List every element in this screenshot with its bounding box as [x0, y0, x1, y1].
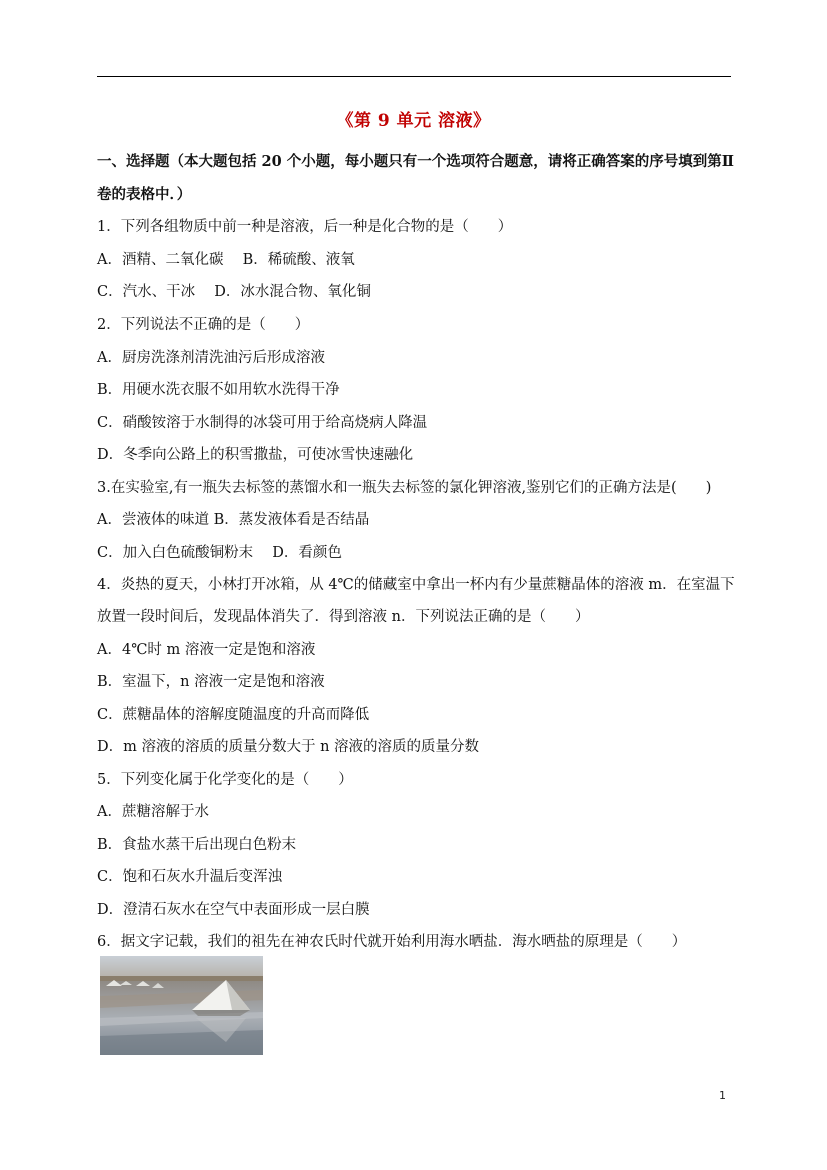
q3-option-cd: C．加入白色硫酸铜粉末 D．看颜色	[97, 545, 342, 561]
question-1: 1．下列各组物质中前一种是溶液，后一种是化合物的是（ ）	[97, 219, 513, 235]
q5-option-d: D．澄清石灰水在空气中表面形成一层白膜	[97, 902, 370, 918]
q1-option-cd: C．汽水、干冰 D．冰水混合物、氧化铜	[97, 284, 371, 300]
q4-option-d: D．m 溶液的溶质的质量分数大于 n 溶液的溶质的质量分数	[97, 739, 480, 755]
q2-option-c: C．硝酸铵溶于水制得的冰袋可用于给高烧病人降温	[97, 415, 428, 431]
header-rule	[97, 76, 731, 77]
q5-option-a: A．蔗糖溶解于水	[97, 804, 209, 820]
q3-option-ab: A．尝液体的味道 B．蒸发液体看是否结晶	[97, 512, 370, 528]
question-6: 6．据文字记载，我们的祖先在神农氏时代就开始利用海水晒盐．海水晒盐的原理是（ ）	[97, 934, 687, 950]
page-number: 1	[719, 1089, 726, 1102]
q4-option-c: C．蔗糖晶体的溶解度随温度的升高而降低	[97, 707, 370, 723]
question-3: 3.在实验室,有一瓶失去标签的蒸馏水和一瓶失去标签的氯化钾溶液,鉴别它们的正确方法是( )	[97, 480, 712, 496]
question-5: 5．下列变化属于化学变化的是（ ）	[97, 772, 353, 788]
q5-option-b: B．食盐水蒸干后出现白色粉末	[97, 837, 297, 853]
q5-option-c: C．饱和石灰水升温后变浑浊	[97, 869, 283, 885]
q2-option-a: A．厨房洗涤剂清洗油污后形成溶液	[97, 350, 325, 366]
question-4-line1: 4．炎热的夏天，小林打开冰箱，从 4℃的储藏室中拿出一杯内有少量蔗糖晶体的溶液 m．在室温下	[97, 577, 735, 593]
q2-option-b: B．用硬水洗衣服不如用软水洗得干净	[97, 382, 340, 398]
question-2: 2．下列说法不正确的是（ ）	[97, 317, 310, 333]
q2-option-d: D．冬季向公路上的积雪撒盐，可使冰雪快速融化	[97, 447, 414, 463]
q4-option-b: B．室温下，n 溶液一定是饱和溶液	[97, 674, 325, 690]
section-heading-line2: 卷的表格中．）	[97, 186, 192, 203]
document-title: 《第 9 单元 溶液》	[336, 111, 491, 131]
salt-pan-photo	[100, 956, 263, 1055]
section-heading-line1: 一、选择题（本大题包括 20 个小题，每小题只有一个选项符合题意，请将正确答案的序号填到第Ⅱ	[97, 153, 734, 170]
q1-option-ab: A．酒精、二氧化碳 B．稀硫酸、液氧	[97, 252, 355, 268]
question-4-line2: 放置一段时间后，发现晶体消失了．得到溶液 n．下列说法正确的是（ ）	[97, 609, 590, 625]
q4-option-a: A．4℃时 m 溶液一定是饱和溶液	[97, 642, 316, 658]
